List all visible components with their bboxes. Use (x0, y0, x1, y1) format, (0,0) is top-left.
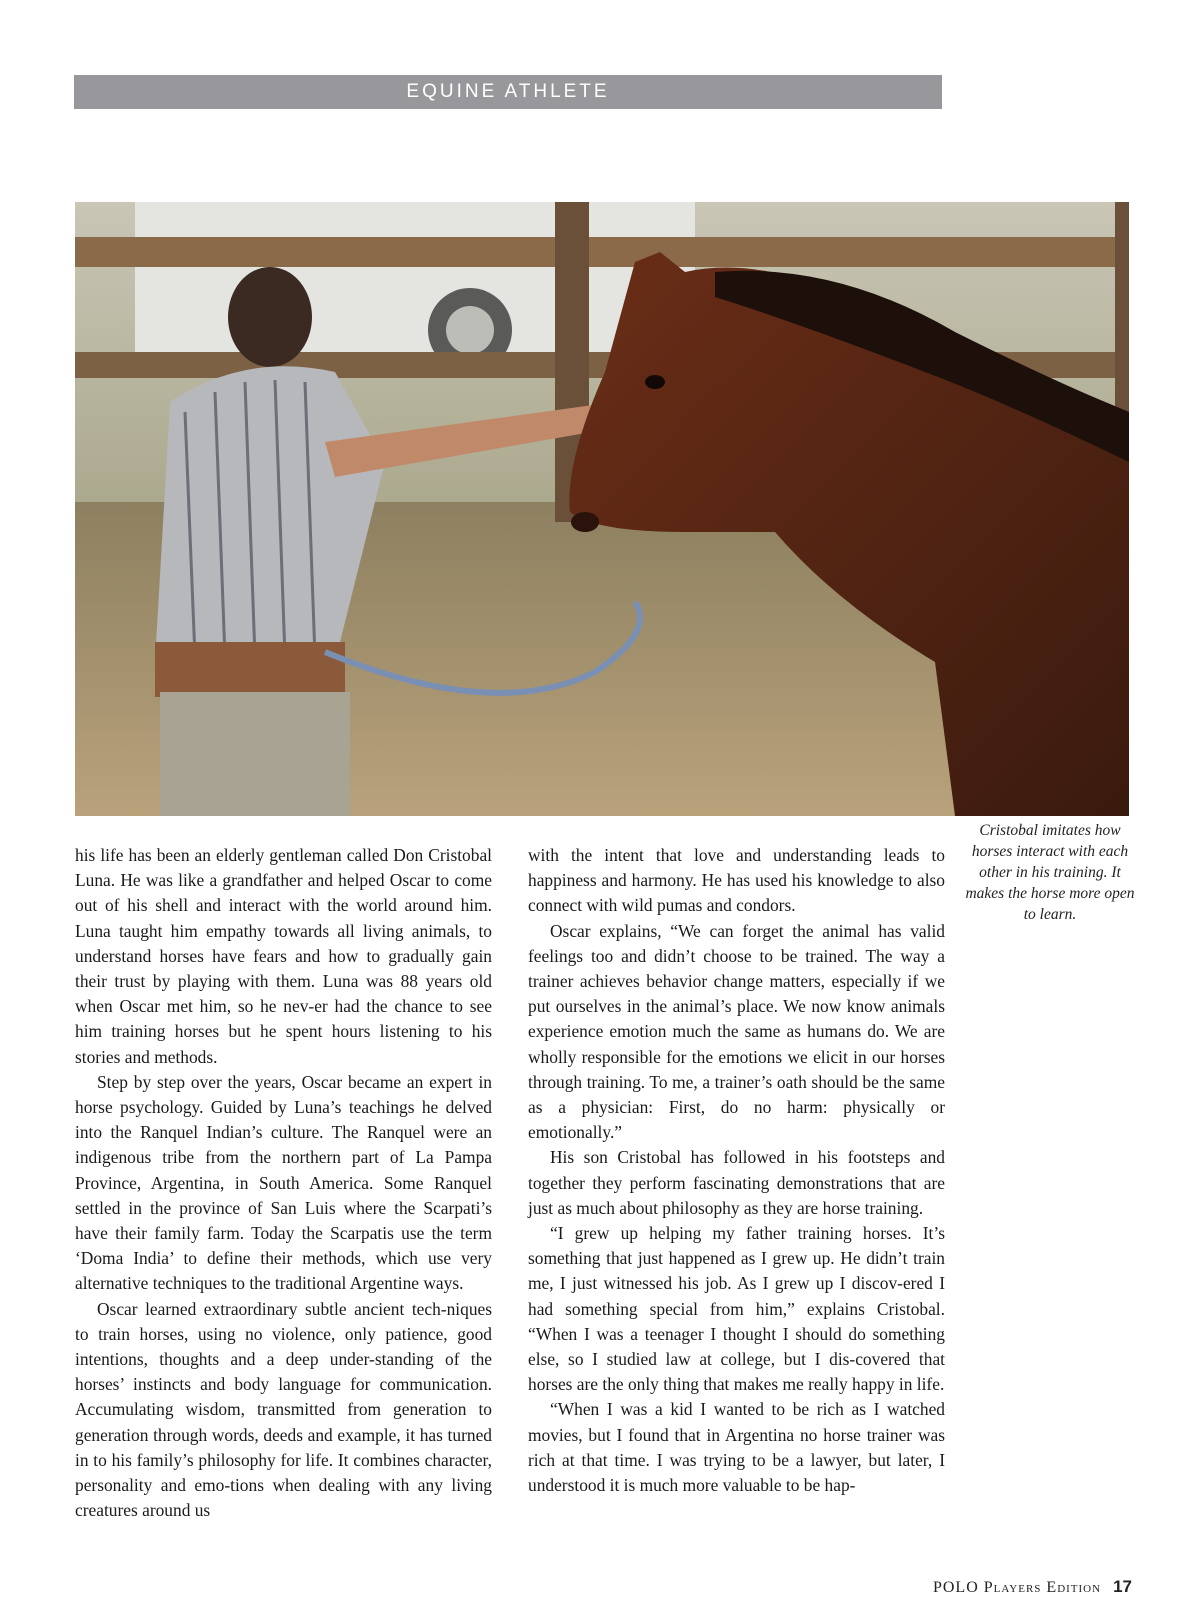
paragraph: Oscar learned extraordinary subtle ancient tech-niques to train horses, using no violence, only patience, good intentions, thoughts and a deep under-standing of the horses’ instincts and body language for communication. Accumulating wisdom, transmitted from generation to generation through words, deeds and example, it has turned in to his family’s philosophy for life. It combines character, personality and emo-tions when dealing with any living creatures around us (75, 1298, 492, 1521)
page-footer (933, 1577, 1132, 1597)
page-number: 17 (1113, 1577, 1132, 1596)
man-with-horse-photo (75, 202, 1129, 816)
article-column-right (528, 843, 945, 1498)
article-photo (75, 202, 1129, 816)
paragraph: Oscar explains, “We can forget the animal has valid feelings too and didn’t choose to be trained. The way a trainer achieves behavior change matters, especially if we put ourselves in the animal’s place. We now know animals experience emotion much the same as humans do. We are wholly responsible for the emotions we elicit in our horses through training. To me, a trainer’s oath should be the same as a physician: First, do no harm: physically or emotionally.” (528, 920, 945, 1143)
publication-name: POLO Players Edition (932, 1579, 1102, 1596)
paragraph: his life has been an elderly gentleman called Don Cristobal Luna. He was like a grandfather and helped Oscar to come out of his shell and interact with the world around him. Luna taught him empathy towards all living animals, to understand horses have fears and how to gradually gain their trust by playing with them. Luna was 88 years old when Oscar met him, so he nev-er had the chance to see him training horses but he spent hours listening to his stories and methods. (75, 845, 492, 1067)
article-column-left (75, 843, 492, 1523)
paragraph: His son Cristobal has followed in his footsteps and together they perform fascinating demonstrations that are just as much about philosophy as they are horse training. (528, 1147, 945, 1218)
section-header: EQUINE ATHLETE (74, 75, 942, 109)
paragraph: with the intent that love and understanding leads to happiness and harmony. He has used his knowledge to also connect with wild pumas and condors. (528, 845, 945, 916)
photo-caption: Cristobal imitates how horses interact with each other in his training. It makes the horse more open to learn. (965, 822, 1135, 923)
paragraph: “When I was a kid I wanted to be rich as I watched movies, but I found that in Argentina no horse trainer was rich at that time. I was trying to be a lawyer, but later, I understood it is much more valuable to be hap- (528, 1399, 945, 1496)
paragraph: Step by step over the years, Oscar became an expert in horse psychology. Guided by Luna’s teachings he delved into the Ranquel Indian’s culture. The Ranquel were an indigenous tribe from the northern part of La Pampa Province, Argentina, in South America. Some Ranquel settled in the province of San Luis where the Scarpati’s have their family farm. Today the Scarpatis use the term ‘Doma India’ to define their methods, which use very alternative techniques to the traditional Argentine ways. (75, 1071, 492, 1294)
paragraph: “I grew up helping my father training horses. It’s something that just happened as I grew up. He didn’t train me, I just witnessed his job. As I grew up I discov-ered I had something special from him,” explains Cristobal. “When I was a teenager I thought I should do something else, so I studied law at college, but I dis-covered that horses are the only thing that makes me really happy in life. (528, 1223, 945, 1395)
